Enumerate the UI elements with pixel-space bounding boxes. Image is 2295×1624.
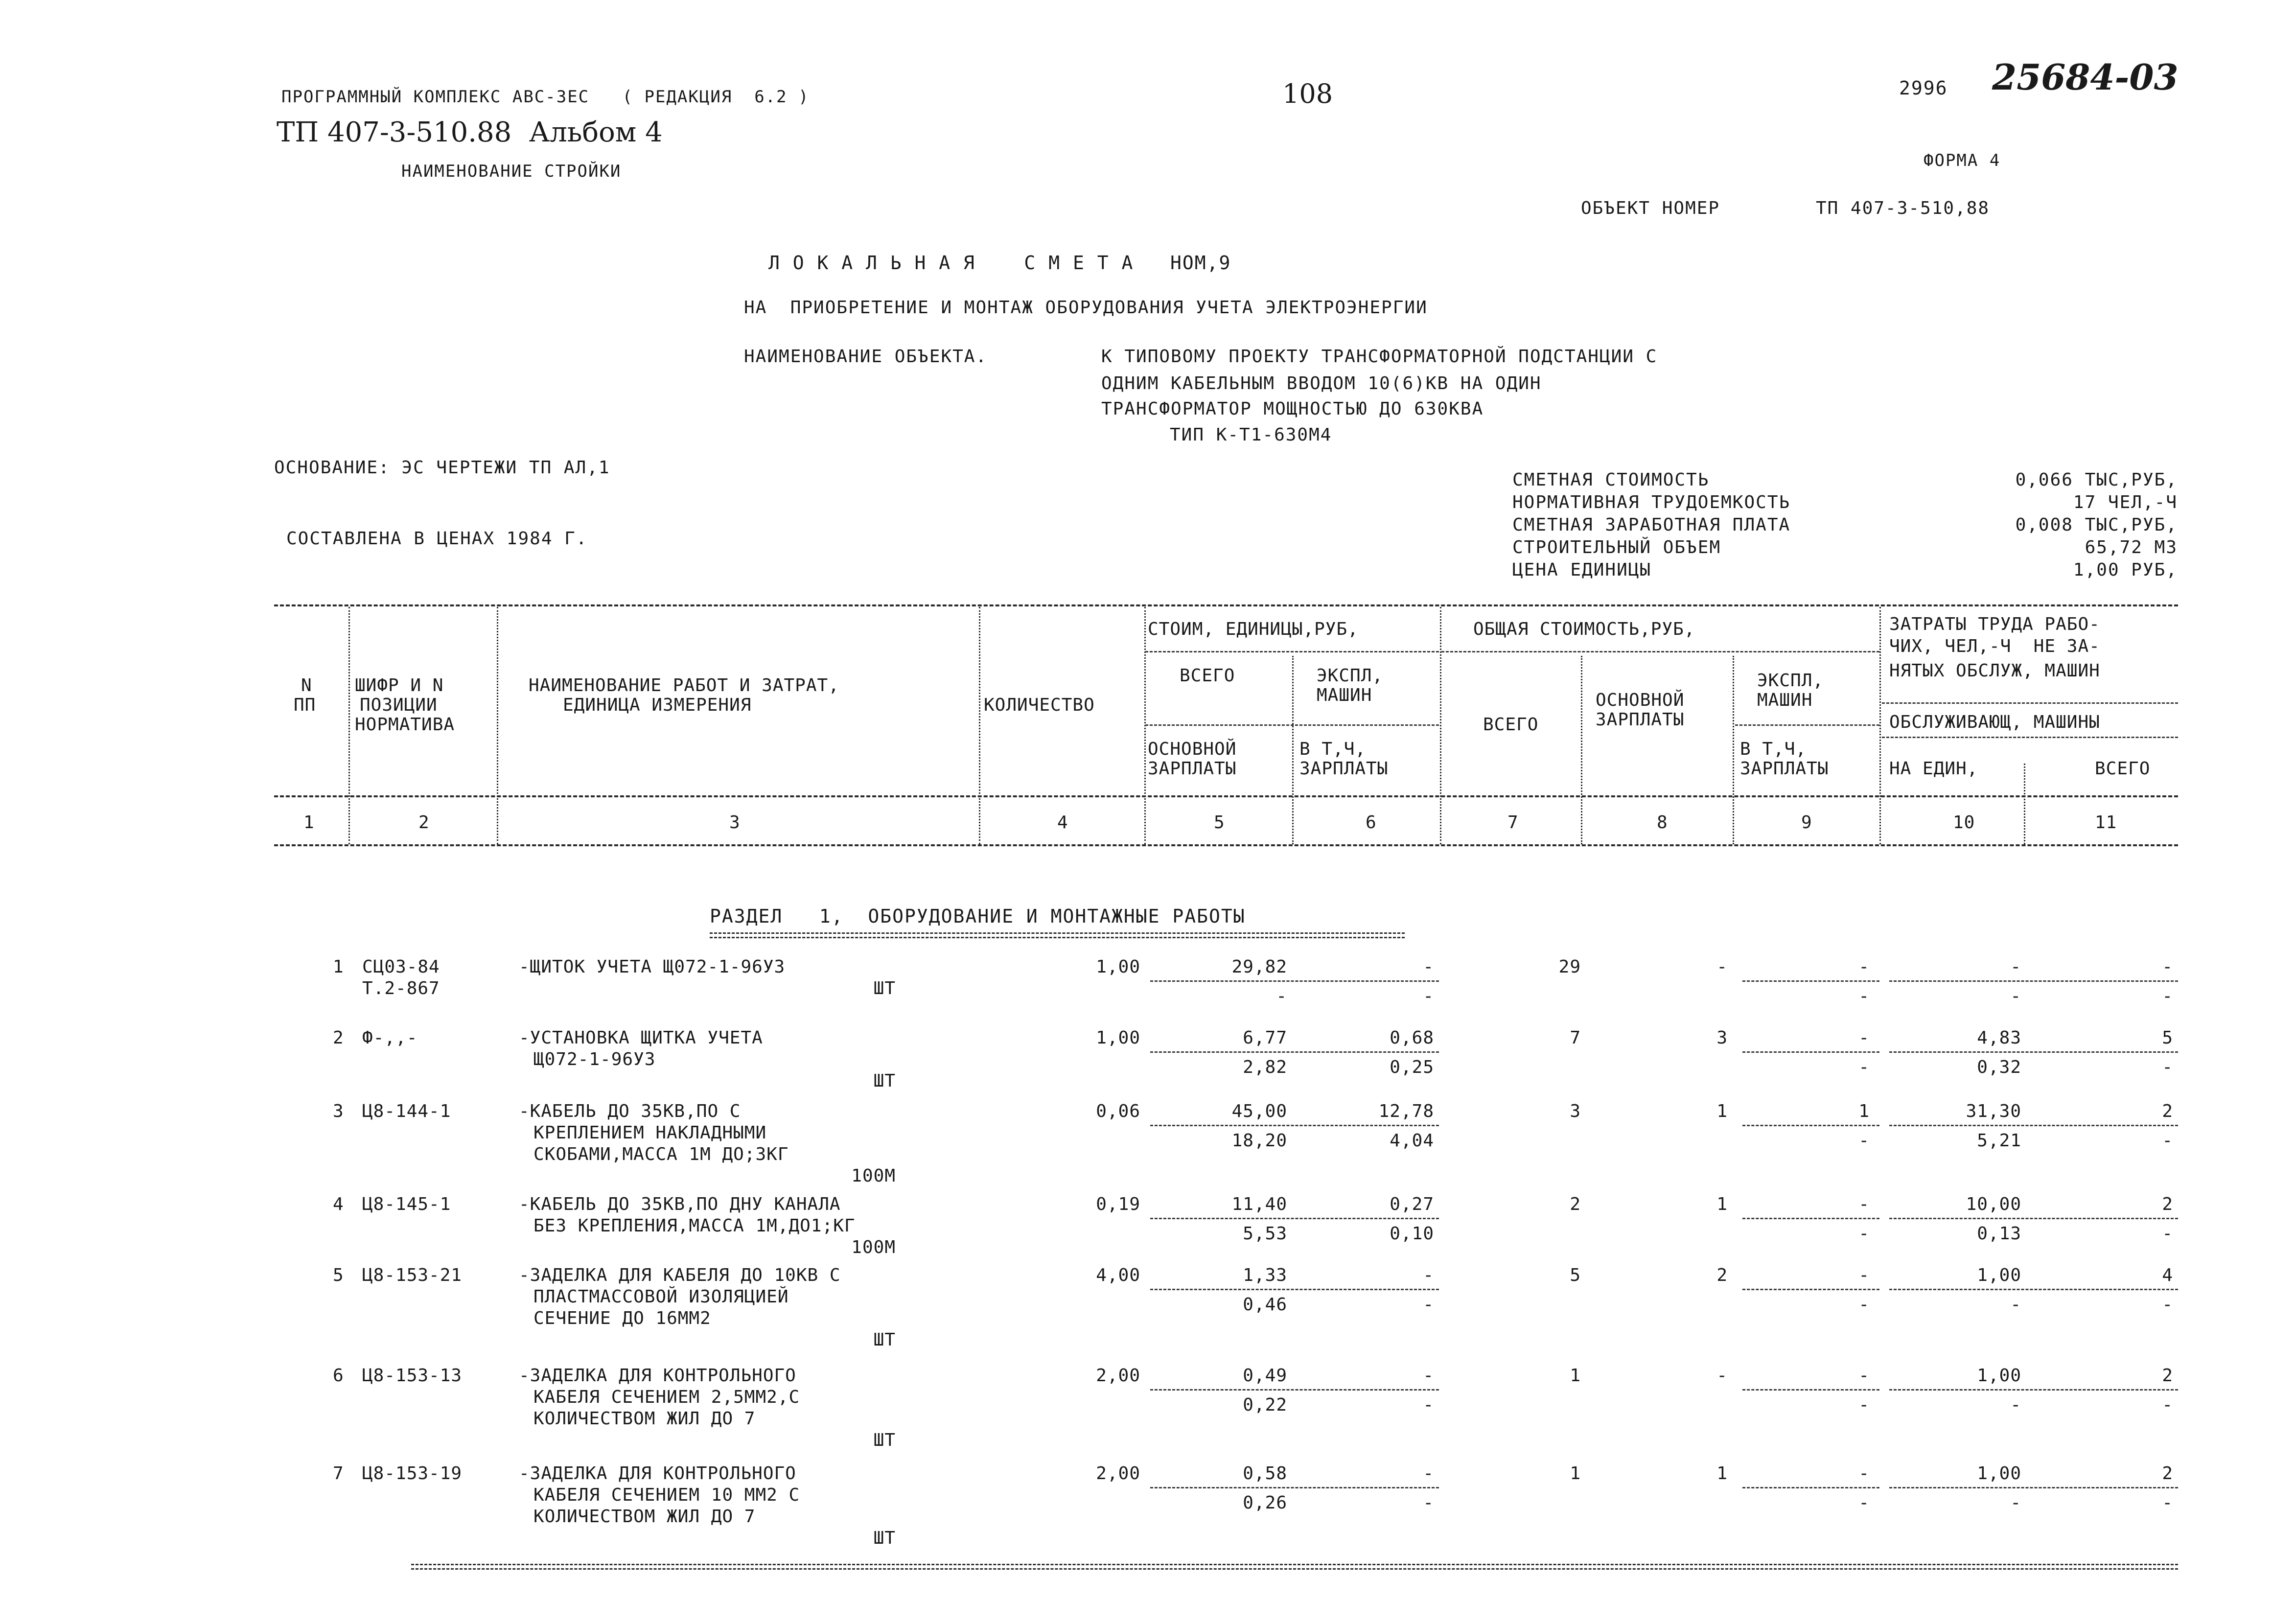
row-labor-subrule [1889,1125,2178,1126]
row-labor-subrule [1889,1218,2178,1219]
header-numbers-rule [274,795,2178,797]
object-number-label: ОБЪЕКТ НОМЕР [1581,198,1720,218]
row-unit-machine: - [1423,1366,1434,1386]
row-labor-total-service: - [2162,1295,2173,1315]
row-labor-subrule [1889,1289,2178,1290]
col-number-2: 2 [418,812,430,833]
row-unit-subrule [1150,1051,1439,1053]
row-total-wage: - [1716,1366,1728,1386]
col-sep-5 [1292,656,1294,844]
row-labor-total-service: - [2162,1131,2173,1151]
row-total-wage: 1 [1716,1101,1728,1121]
col-sep-2 [497,607,498,844]
row-labor-unit-service: - [2010,1493,2021,1513]
hdr-unit-machine-a: ЭКСПЛ, [1317,666,1384,686]
hdr-unit-incl-b: ЗАРПЛАТЫ [1299,759,1389,779]
hdr-labor-a: ЗАТРАТЫ ТРУДА РАБО- [1889,614,2100,634]
estimate-title: Л О К А Л Ь Н А Я С М Е Т А НОМ,9 [768,252,1231,274]
row-total-machine-wage: - [1858,1295,1870,1315]
table-bottom-rule [411,1564,2178,1570]
row-code: Т.2-867 [362,978,440,998]
page-number: 108 [1282,78,1333,109]
summary-value-2: 17 ЧЕЛ,-Ч [2073,492,2178,512]
row-total-wage: 1 [1716,1194,1728,1214]
row-unit-wage: 0,22 [1243,1395,1287,1415]
row-total: 1 [1570,1463,1581,1484]
row-labor-total: 2 [2162,1194,2173,1214]
col-number-10: 10 [1953,812,1975,833]
row-unit-total: 45,00 [1231,1101,1287,1121]
row-unit: ШТ [873,1528,896,1548]
row-total-subrule [1742,1051,1879,1053]
hdr-unit-total: ВСЕГО [1180,666,1235,686]
row-labor-unit: 1,00 [1977,1366,2021,1386]
summary-label-3: СМЕТНАЯ ЗАРАБОТНАЯ ПЛАТА [1512,515,1791,535]
row-number: 4 [333,1194,344,1214]
col-number-9: 9 [1801,812,1812,833]
row-work-name: КОЛИЧЕСТВОМ ЖИЛ ДО 7 [533,1507,756,1527]
row-unit-machine: - [1423,1463,1434,1484]
row-work-name: -УСТАНОВКА ЩИТКА УЧЕТА [519,1028,763,1048]
col-number-11: 11 [2095,812,2117,833]
row-unit-machine: 0,27 [1390,1194,1434,1214]
row-unit-wage: - [1276,986,1287,1006]
row-unit: 100М [851,1237,896,1257]
hdr-total-incl-b: ЗАРПЛАТЫ [1740,759,1829,779]
row-work-name: -ЗАДЕЛКА ДЛЯ КОНТРОЛЬНОГО [519,1463,796,1484]
col-sep-10 [2024,764,2025,844]
hdr-col2-a: ШИФР И N [355,675,444,696]
row-quantity: 0,06 [1096,1101,1140,1121]
row-quantity: 1,00 [1096,1028,1140,1048]
row-unit-wage: 2,82 [1243,1057,1287,1077]
row-labor-unit: 1,00 [1977,1463,2021,1484]
row-total-machine-wage: - [1858,1057,1870,1077]
hdr-unit-incl-a: В Т,Ч, [1299,739,1367,759]
row-total-machine: 1 [1858,1101,1870,1121]
hdr-col1-b: ПП [294,695,316,715]
summary-value-3: 0,008 ТЫС,РУБ, [2015,515,2178,535]
row-labor-total: 5 [2162,1028,2173,1048]
row-labor-unit: 10,00 [1966,1194,2021,1214]
hdr-labor-total: ВСЕГО [2095,759,2151,779]
row-labor-unit-service: 5,21 [1977,1131,2021,1151]
summary-value-4: 65,72 М3 [2085,537,2178,557]
row-work-name: -ЗАДЕЛКА ДЛЯ КАБЕЛЯ ДО 10КВ С [519,1265,841,1285]
row-total: 29 [1558,957,1581,977]
hdr-total-wage-a: ОСНОВНОЙ [1596,690,1685,710]
basis-line: ОСНОВАНИЕ: ЭС ЧЕРТЕЖИ ТП АЛ,1 [274,458,610,478]
row-total-subrule [1742,1389,1879,1391]
row-total-machine-wage: - [1858,1395,1870,1415]
col-number-5: 5 [1214,812,1225,833]
labor-subrule-2 [1882,737,2178,738]
unit-cost-subrule-2 [1145,724,1439,726]
row-work-name: КАБЕЛЯ СЕЧЕНИЕМ 2,5ММ2,С [533,1387,800,1407]
row-total: 7 [1570,1028,1581,1048]
stamp-handwritten-number: 25684-03 [1992,56,2179,98]
row-total: 2 [1570,1194,1581,1214]
row-total-subrule [1742,1487,1879,1488]
row-work-name: -ЩИТОК УЧЕТА Щ072-1-96У3 [519,957,786,977]
hdr-col2-c: НОРМАТИВА [355,715,455,735]
summary-label-1: СМЕТНАЯ СТОИМОСТЬ [1512,470,1710,490]
hdr-unit-machine-b: МАШИН [1317,685,1372,705]
row-code: Ф-,,- [362,1028,418,1048]
stamp-left: 2996 [1899,77,1948,99]
row-unit-total: 29,82 [1231,957,1287,977]
row-unit-total: 1,33 [1243,1265,1287,1285]
row-labor-unit: 4,83 [1977,1028,2021,1048]
program-line: ПРОГРАММНЫЙ КОМПЛЕКС АВС-3ЕС ( РЕДАКЦИЯ 6.2 ) [281,87,810,107]
row-total: 3 [1570,1101,1581,1121]
row-unit-machine-wage: - [1423,1395,1434,1415]
row-work-name: -ЗАДЕЛКА ДЛЯ КОНТРОЛЬНОГО [519,1366,796,1386]
object-name-line-1: К ТИПОВОМУ ПРОЕКТУ ТРАНСФОРМАТОРНОЙ ПОДСТАНЦИИ С [1101,347,1658,367]
row-unit-machine: - [1423,957,1434,977]
row-quantity: 1,00 [1096,957,1140,977]
row-labor-total-service: - [2162,986,2173,1006]
row-unit-wage: 0,46 [1243,1295,1287,1315]
row-work-name: -КАБЕЛЬ ДО 35КВ,ПО ДНУ КАНАЛА [519,1194,841,1214]
total-cost-subrule [1441,651,1879,652]
col-sep-3 [979,607,980,844]
row-labor-unit-service: - [2010,986,2021,1006]
row-labor-unit-service: - [2010,1395,2021,1415]
row-number: 7 [333,1463,344,1484]
row-total-subrule [1742,980,1879,982]
col-sep-6 [1440,607,1441,844]
row-unit-machine: - [1423,1265,1434,1285]
row-labor-subrule [1889,1487,2178,1488]
row-code: Ц8-144-1 [362,1101,451,1121]
row-total: 5 [1570,1265,1581,1285]
row-labor-unit-service: 0,32 [1977,1057,2021,1077]
header-top-rule [274,604,2178,606]
hdr-labor-b: ЧИХ, ЧЕЛ,-Ч НЕ ЗА- [1889,636,2100,656]
row-total-wage: 3 [1716,1028,1728,1048]
row-quantity: 4,00 [1096,1265,1140,1285]
form-label: ФОРМА 4 [1924,151,2001,170]
row-number: 3 [333,1101,344,1121]
row-work-name: БЕЗ КРЕПЛЕНИЯ,МАССА 1М,ДО1;КГ [533,1216,856,1236]
row-total-machine-wage: - [1858,1131,1870,1151]
summary-value-1: 0,066 ТЫС,РУБ, [2015,470,2178,490]
row-labor-unit-service: - [2010,1295,2021,1315]
row-unit-total: 11,40 [1231,1194,1287,1214]
row-total-machine: - [1858,1366,1870,1386]
row-work-name: ПЛАСТМАССОВОЙ ИЗОЛЯЦИЕЙ [533,1287,789,1307]
summary-label-5: ЦЕНА ЕДИНИЦЫ [1512,560,1652,580]
hdr-labor-service: ОБСЛУЖИВАЮЩ, МАШИНЫ [1889,712,2100,732]
row-labor-total-service: - [2162,1224,2173,1244]
hdr-col3-a: НАИМЕНОВАНИЕ РАБОТ И ЗАТРАТ, [529,675,839,696]
col-sep-7 [1581,656,1582,844]
row-unit-machine-wage: - [1423,1493,1434,1513]
row-number: 5 [333,1265,344,1285]
row-number: 2 [333,1028,344,1048]
prices-line: СОСТАВЛЕНА В ЦЕНАХ 1984 Г. [286,529,588,549]
hdr-unit-cost-group: СТОИМ, ЕДИНИЦЫ,РУБ, [1148,619,1359,639]
hdr-total-wage-b: ЗАРПЛАТЫ [1596,710,1685,730]
row-unit-machine: 12,78 [1378,1101,1434,1121]
col-sep-8 [1733,656,1734,844]
row-labor-unit: - [2010,957,2021,977]
hdr-total-group: ОБЩАЯ СТОИМОСТЬ,РУБ, [1473,619,1695,639]
row-labor-total: 4 [2162,1265,2173,1285]
row-quantity: 2,00 [1096,1463,1140,1484]
row-total-subrule [1742,1125,1879,1126]
object-name-label: НАИМЕНОВАНИЕ ОБЪЕКТА. [744,347,988,367]
row-code: Ц8-153-19 [362,1463,463,1484]
hdr-labor-c: НЯТЫХ ОБСЛУЖ, МАШИН [1889,661,2100,681]
section-underline [710,932,1405,938]
hdr-labor-unit: НА ЕДИН, [1889,759,1978,779]
row-unit: ШТ [873,1071,896,1091]
hdr-unit-wage-a: ОСНОВНОЙ [1148,739,1237,759]
hdr-col1-a: N [301,675,312,696]
labor-subrule [1882,702,2178,704]
row-labor-total-service: - [2162,1395,2173,1415]
hdr-col3-b: ЕДИНИЦА ИЗМЕРЕНИЯ [563,695,752,715]
row-labor-total-service: - [2162,1057,2173,1077]
object-name-line-4: ТИП К-Т1-630М4 [1170,425,1332,445]
row-unit: ШТ [873,978,896,998]
row-labor-unit-service: 0,13 [1977,1224,2021,1244]
row-total-machine: - [1858,1028,1870,1048]
row-work-name: -КАБЕЛЬ ДО 35КВ,ПО С [519,1101,741,1121]
row-labor-unit: 1,00 [1977,1265,2021,1285]
hdr-col4: КОЛИЧЕСТВО [984,695,1095,715]
header-bottom-rule [274,844,2178,846]
row-total-machine: - [1858,1265,1870,1285]
row-quantity: 2,00 [1096,1366,1140,1386]
row-labor-total-service: - [2162,1493,2173,1513]
object-name-line-2: ОДНИМ КАБЕЛЬНЫМ ВВОДОМ 10(6)КВ НА ОДИН [1101,373,1542,394]
col-number-6: 6 [1366,812,1377,833]
row-work-name: КОЛИЧЕСТВОМ ЖИЛ ДО 7 [533,1409,756,1429]
unit-cost-subrule [1145,651,1439,652]
row-unit-total: 6,77 [1243,1028,1287,1048]
row-unit-wage: 18,20 [1231,1131,1287,1151]
summary-label-4: СТРОИТЕЛЬНЫЙ ОБЪЕМ [1512,537,1721,557]
hdr-total-machine-a: ЭКСПЛ, [1757,671,1824,691]
row-work-name: КРЕПЛЕНИЕМ НАКЛАДНЫМИ [533,1123,767,1143]
row-total-subrule [1742,1218,1879,1219]
col-number-4: 4 [1057,812,1068,833]
row-unit-wage: 5,53 [1243,1224,1287,1244]
row-labor-unit: 31,30 [1966,1101,2021,1121]
total-cost-subrule-2 [1735,724,1879,726]
row-total-machine-wage: - [1858,1493,1870,1513]
row-unit-subrule [1150,1218,1439,1219]
album-title: ТП 407-3-510.88 Альбом 4 [277,116,663,148]
row-labor-subrule [1889,1051,2178,1053]
row-name-label: НАИМЕНОВАНИЕ СТРОЙКИ [401,162,622,181]
row-unit-machine-wage: 4,04 [1390,1131,1434,1151]
col-number-3: 3 [729,812,741,833]
row-total: 1 [1570,1366,1581,1386]
object-number-value: ТП 407-3-510,88 [1816,198,1990,218]
hdr-total-incl-a: В Т,Ч, [1740,739,1807,759]
row-total-subrule [1742,1289,1879,1290]
col-sep-9 [1879,607,1881,844]
col-number-1: 1 [303,812,315,833]
row-unit: 100М [851,1166,896,1186]
row-unit-subrule [1150,1389,1439,1391]
hdr-col2-b: ПОЗИЦИИ [360,695,438,715]
hdr-total-machine-b: МАШИН [1757,690,1813,710]
row-labor-subrule [1889,1389,2178,1391]
row-unit: ШТ [873,1330,896,1350]
row-code: СЦ03-84 [362,957,440,977]
row-code: Ц8-153-21 [362,1265,463,1285]
row-unit-subrule [1150,980,1439,982]
row-work-name: СЕЧЕНИЕ ДО 16ММ2 [533,1308,711,1328]
row-code: Ц8-145-1 [362,1194,451,1214]
summary-value-5: 1,00 РУБ, [2073,560,2178,580]
hdr-total-all: ВСЕГО [1483,715,1539,735]
row-total-machine: - [1858,1463,1870,1484]
row-work-name: СКОБАМИ,МАССА 1М ДО;3КГ [533,1144,789,1164]
object-name-line-3: ТРАНСФОРМАТОР МОЩНОСТЬЮ ДО 630КВА [1101,399,1484,419]
row-total-machine-wage: - [1858,1224,1870,1244]
row-labor-total: 2 [2162,1463,2173,1484]
row-unit-machine-wage: - [1423,1295,1434,1315]
row-code: Ц8-153-13 [362,1366,463,1386]
row-unit: ШТ [873,1430,896,1450]
row-unit-subrule [1150,1487,1439,1488]
row-unit-subrule [1150,1125,1439,1126]
col-sep-1 [348,607,350,844]
row-number: 6 [333,1366,344,1386]
row-number: 1 [333,957,344,977]
row-unit-machine: 0,68 [1390,1028,1434,1048]
row-labor-total: 2 [2162,1366,2173,1386]
row-labor-total: 2 [2162,1101,2173,1121]
row-total-wage: 1 [1716,1463,1728,1484]
summary-label-2: НОРМАТИВНАЯ ТРУДОЕМКОСТЬ [1512,492,1791,512]
row-total-machine-wage: - [1858,986,1870,1006]
row-labor-subrule [1889,980,2178,982]
row-total-wage: 2 [1716,1265,1728,1285]
row-unit-subrule [1150,1289,1439,1290]
row-work-name: КАБЕЛЯ СЕЧЕНИЕМ 10 ММ2 С [533,1485,800,1505]
row-total-wage: - [1716,957,1728,977]
row-unit-wage: 0,26 [1243,1493,1287,1513]
row-unit-machine-wage: 0,10 [1390,1224,1434,1244]
section-title: РАЗДЕЛ 1, ОБОРУДОВАНИЕ И МОНТАЖНЫЕ РАБОТЫ [710,905,1246,927]
estimate-subtitle: НА ПРИОБРЕТЕНИЕ И МОНТАЖ ОБОРУДОВАНИЯ УЧЕТА ЭЛЕКТРОЭНЕРГИИ [744,298,1428,318]
col-number-7: 7 [1507,812,1519,833]
row-work-name: Щ072-1-96У3 [533,1049,656,1069]
row-unit-machine-wage: 0,25 [1390,1057,1434,1077]
row-total-machine: - [1858,957,1870,977]
col-number-8: 8 [1657,812,1668,833]
row-total-machine: - [1858,1194,1870,1214]
row-labor-total: - [2162,957,2173,977]
hdr-unit-wage-b: ЗАРПЛАТЫ [1148,759,1237,779]
row-quantity: 0,19 [1096,1194,1140,1214]
row-unit-total: 0,49 [1243,1366,1287,1386]
row-unit-machine-wage: - [1423,986,1434,1006]
row-unit-total: 0,58 [1243,1463,1287,1484]
